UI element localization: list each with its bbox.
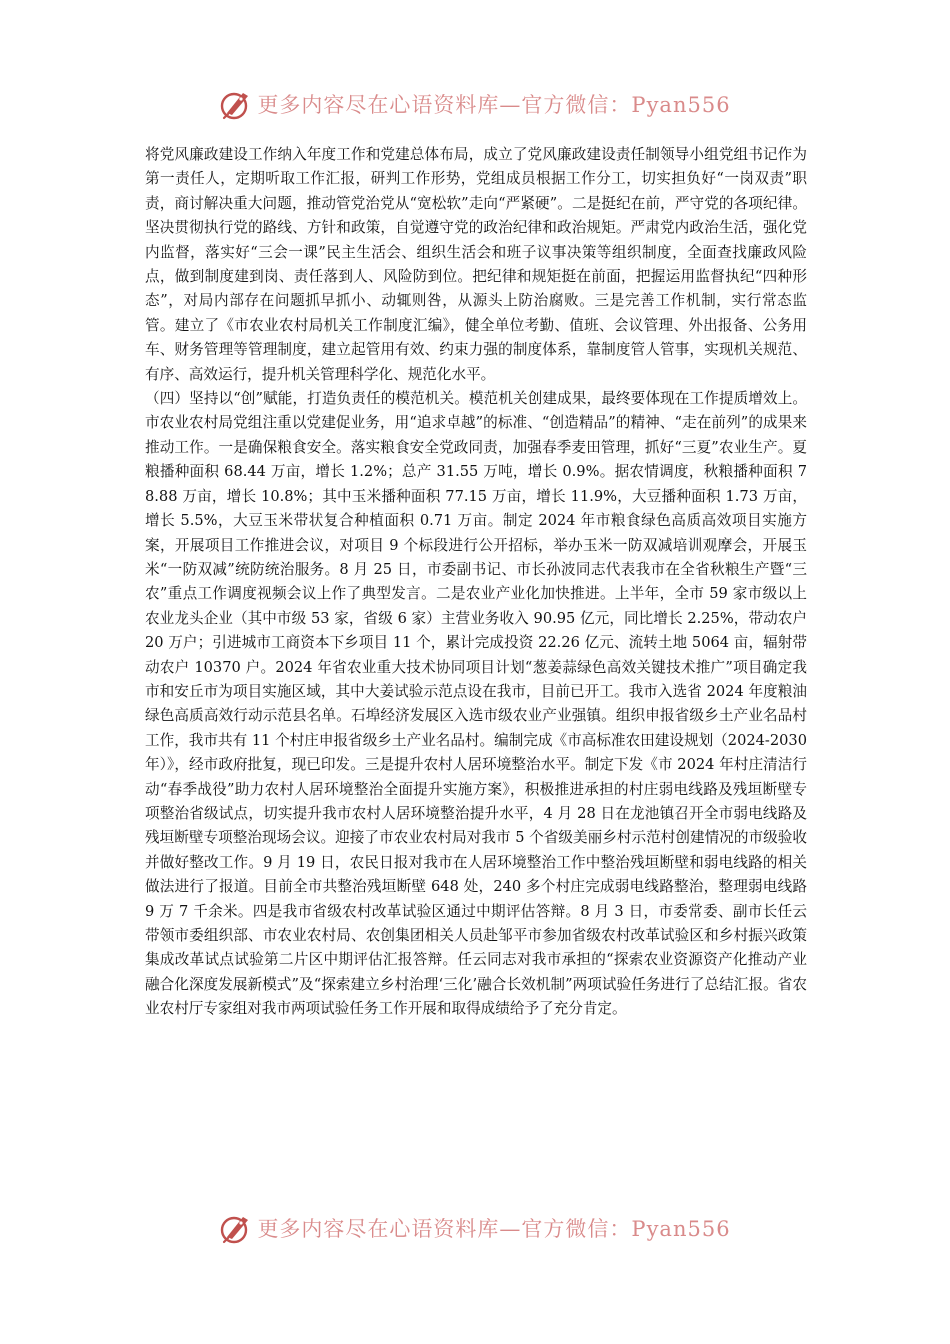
header-banner	[0, 84, 950, 124]
footer-banner	[0, 1208, 950, 1248]
paragraph: （四）坚持以“创”赋能，打造负责任的模范机关。模范机关创建成果，最终要体现在工作提质增效上。市农业农村局党组注重以党建促业务，用“追求卓越”的标准、“创造精品”的精神、“走在前列”的成果来推动工作。一是确保粮食安全。落实粮食安全党政同责，加强春季麦田管理，抓好“三夏”农业生产。夏粮播种面积 68.44 万亩，增长 1.2%；总产 31.55 万吨，增长 0.9%。据农情调度，秋粮播种面积 78.88 万亩，增长 10.8%；其中玉米播种面积 77.15 万亩，增长 11.9%，大豆播种面积 1.73 万亩，增长 5.5%，大豆玉米带状复合种植面积 0.71 万亩。制定 2024 年市粮食绿色高质高效项目实施方案，开展项目工作推进会议，对项目 9 个标段进行公开招标，举办玉米一防双减培训观摩会，开展玉米“一防双减”统防统治服务。8 月 25 日，市委副书记、市长孙波同志代表我市在全省秋粮生产暨“三农”重点工作调度视频会议上作了典型发言。二是农业产业化加快推进。上半年，全市 59 家市级以上农业龙头企业（其中市级 53 家，省级 6 家）主营业务收入 90.95 亿元，同比增长 2.25%，带动农户 20 万户；引进城市工商资本下乡项目 11 个，累计完成投资 22.26 亿元、流转土地 5064 亩，辐射带动农户 10370 户。2024 年省农业重大技术协同项目计划“葱姜蒜绿色高效关键技术推广”项目确定我市和安丘市为项目实施区域，其中大姜试验示范点设在我市，目前已开工。我市入选省 2024 年度粮油绿色高质高效行动示范县名单。石埠经济发展区入选市级农业产业强镇。组织申报省级乡土产业名品村工作，我市共有 11 个村庄申报省级乡土产业名品村。编制完成《市高标准农田建设规划（2024-2030 年）》，经市政府批复，现已印发。三是提升农村人居环境整治水平。制定下发《市 2024 年村庄清洁行动“春季战役”助力农村人居环境整治全面提升实施方案》，积极推进承担的村庄弱电线路及残垣断壁专项整治省级试点，切实提升我市农村人居环境整治提升水平，4 月 28 日在龙池镇召开全市弱电线路及残垣断壁专项整治现场会议。迎接了市农业农村局对我市 5 个省级美丽乡村示范村创建情况的市级验收并做好整改工作。9 月 19 日，农民日报对我市在人居环境整治工作中整治残垣断壁和弱电线路的相关做法进行了报道。目前全市共整治残垣断壁 648 处，240 多个村庄完成弱电线路整治，整理弱电线路 9 万 7 千余米。四是我市省级农村改革试验区通过中期评估答辩。8 月 3 日，市委常委、副市长任云带领市委组织部、市农业农村局、农创集团相关人员赴邹平市参加省级农村改革试验区和乡村振兴政策集成改革试点试验第二片区中期评估汇报答辩。任云同志对我市承担的“探索农业资源资产化推动产业融合化深度发展新模式”及“探索建立乡村治理‘三化’融合长效机制”两项试验任务进行了总结汇报。省农业农村厅专家组对我市两项试验任务工作开展和取得成绩给予了充分肯定。	[145, 390, 807, 1018]
banner-text: 更多内容尽在心语资料库—官方微信：Pyan556	[257, 93, 731, 117]
banner-text: 更多内容尽在心语资料库—官方微信：Pyan556	[257, 1217, 731, 1241]
paragraph: 将党风廉政建设工作纳入年度工作和党建总体布局，成立了党风廉政建设责任制领导小组党组书记作为第一责任人，定期听取工作汇报，研判工作形势，党组成员根据工作分工，切实担负好“一岗双责”职责，商讨解决重大问题，推动管党治党从“宽松软”走向“严紧硬”。二是挺纪在前，严守党的各项纪律。坚决贯彻执行党的路线、方针和政策，自觉遵守党的政治纪律和政治规矩。严肃党内政治生活，强化党内监督，落实好“三会一课”民主生活会、组织生活会和班子议事决策等组织制度，全面查找廉政风险点，做到制度建到岗、责任落到人、风险防到位。把纪律和规矩挺在前面，把握运用监督执纪“四种形态”，对局内部存在问题抓早抓小、动辄则咎，从源头上防治腐败。三是完善工作机制，实行常态监管。建立了《市农业农村局机关工作制度汇编》，健全单位考勤、值班、会议管理、外出报备、公务用车、财务管理等管理制度，建立起管用有效、约束力强的制度体系，靠制度管人管事，实现机关规范、有序、高效运行，提升机关管理科学化、规范化水平。	[145, 146, 807, 383]
pen-nib-logo-icon	[219, 87, 253, 121]
pen-nib-logo-icon	[219, 1211, 253, 1245]
document-body	[145, 143, 807, 1022]
